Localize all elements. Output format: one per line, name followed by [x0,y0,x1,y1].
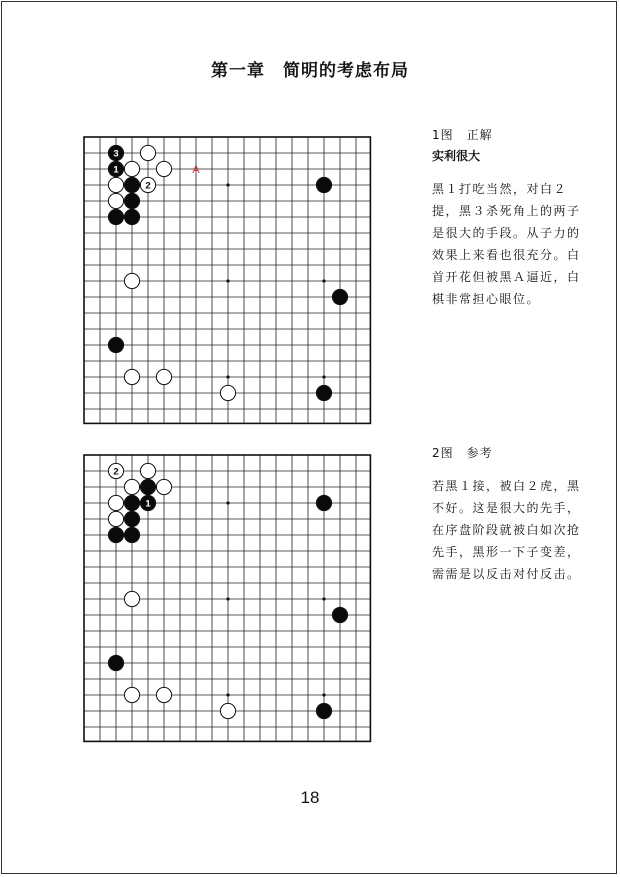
star-point [226,693,229,696]
black-stone [108,209,123,224]
black-stone [316,495,331,510]
black-stone [332,607,347,622]
star-point [322,693,325,696]
white-stone [124,687,139,702]
black-stone [124,527,139,542]
stone-move-number: 1 [145,498,151,510]
white-stone [124,591,139,606]
stone-move-number: 1 [113,164,119,176]
star-point [322,279,325,282]
black-stone [108,161,123,176]
black-stone [140,495,155,510]
figure-2-title: 2图 参考 [432,446,493,460]
white-stone [108,495,123,510]
black-stone [124,511,139,526]
white-stone [124,273,139,288]
black-stone [124,495,139,510]
go-board-figure-2 [83,454,373,744]
white-stone [156,369,171,384]
black-stone [124,193,139,208]
black-stone [316,177,331,192]
white-stone [108,463,123,478]
white-stone [156,687,171,702]
stone-move-number: 2 [113,466,119,478]
white-stone [108,177,123,192]
figure-1-commentary: 黑１打吃当然，对白２提，黑３杀死角上的两子是很大的手段。从子力的效果上来看也很充分。白首开花但被黑Ａ逼近，白棋非常担心眼位。 [432,182,581,306]
white-stone [108,511,123,526]
black-stone [108,527,123,542]
figure-2-commentary: 若黑１接，被白２虎，黑不好。这是很大的先手，在序盘阶段就被白如次抢先手，黑形一下子变差，需需是以反击对付反击。 [432,479,581,581]
stone-move-number: 2 [145,180,151,192]
black-stone [108,337,123,352]
stone-move-number: 3 [113,148,119,160]
figure-1-subtitle: 实利很大 [432,149,481,163]
white-stone [124,161,139,176]
white-stone [124,479,139,494]
white-stone [140,145,155,160]
figure-1-title: 1图 正解 [432,128,493,142]
chapter-title: 第一章 简明的考虑布局 [211,61,409,81]
black-stone [124,177,139,192]
white-stone [108,193,123,208]
white-stone [156,161,171,176]
white-stone [124,369,139,384]
star-point [322,375,325,378]
white-stone [140,463,155,478]
black-stone [124,209,139,224]
go-board-figure-1 [83,136,373,426]
black-stone [316,703,331,718]
black-stone [332,289,347,304]
star-point [226,501,229,504]
white-stone [220,703,235,718]
board-point-marker: A [192,164,200,176]
star-point [226,183,229,186]
figure-1-caption [432,126,582,310]
page-number: 18 [300,788,320,807]
white-stone [220,385,235,400]
black-stone [108,145,123,160]
star-point [322,597,325,600]
black-stone [316,385,331,400]
white-stone [156,479,171,494]
star-point [226,279,229,282]
black-stone [108,655,123,670]
star-point [226,375,229,378]
figure-2-caption [432,444,582,585]
black-stone [140,479,155,494]
star-point [226,597,229,600]
white-stone [140,177,155,192]
